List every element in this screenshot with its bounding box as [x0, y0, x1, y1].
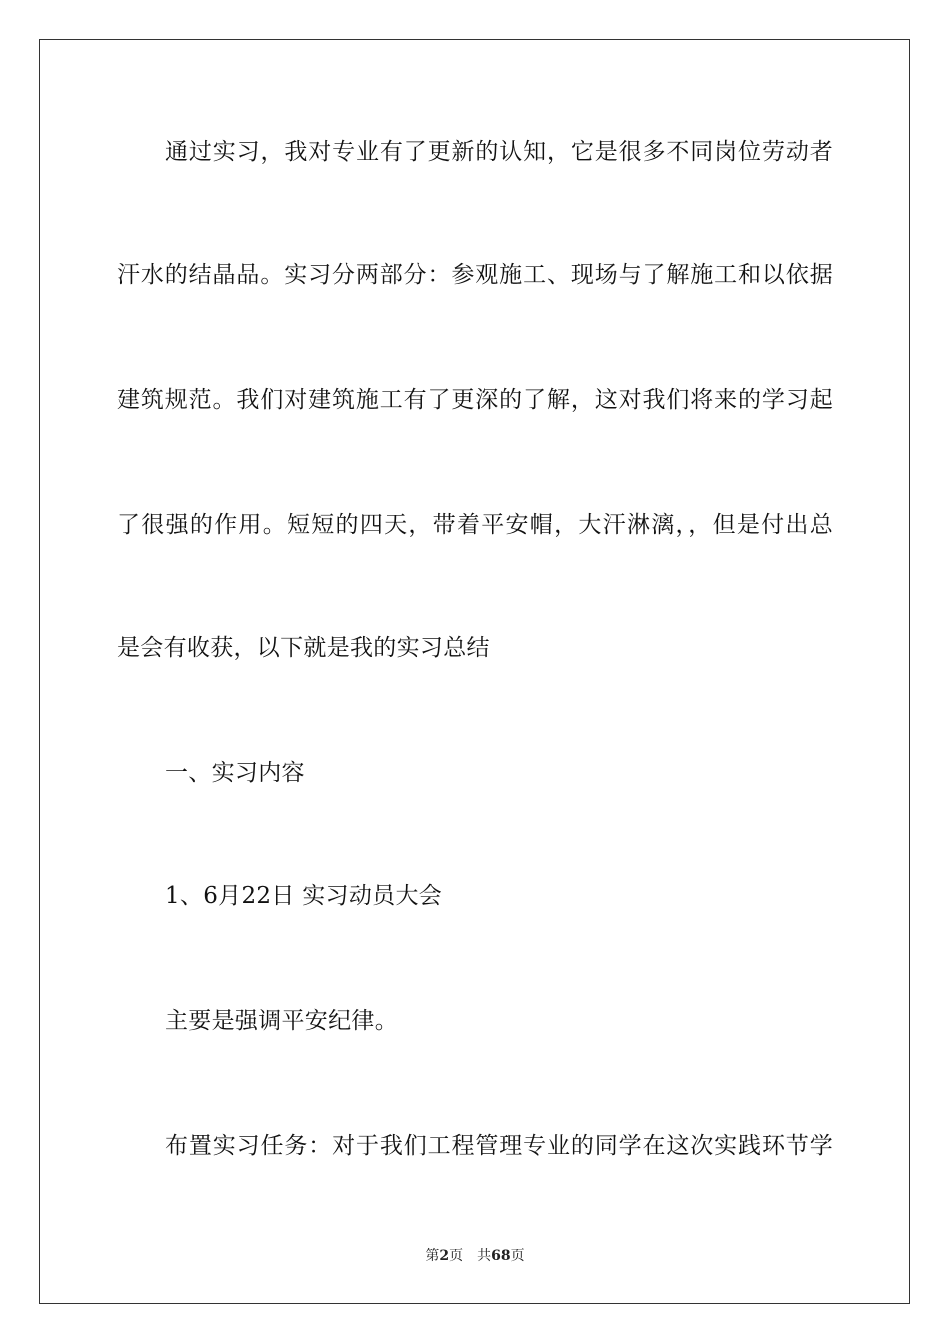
paragraph-line-1: 通过实习，我对专业有了更新的认知，它是很多不同岗位劳动者	[165, 139, 833, 165]
footer-total-prefix: 共	[477, 1248, 492, 1264]
footer-total-pages: 68	[491, 1248, 511, 1264]
list-item-date: 1、6月22日 实习动员大会	[165, 883, 443, 909]
section-heading: 一、实习内容	[165, 760, 305, 786]
footer-page-suffix: 页	[449, 1248, 464, 1264]
paragraph-line-8: 主要是强调平安纪律。	[165, 1008, 398, 1034]
paragraph-line-9: 布置实习任务：对于我们工程管理专业的同学在这次实践环节学	[165, 1133, 833, 1159]
page-border	[39, 39, 910, 1304]
paragraph-line-5: 是会有收获，以下就是我的实习总结	[117, 635, 490, 661]
footer-total-suffix: 页	[510, 1248, 525, 1264]
paragraph-line-3: 建筑规范。我们对建筑施工有了更深的了解，这对我们将来的学习起	[117, 387, 833, 413]
footer-page-number: 2	[439, 1248, 450, 1264]
paragraph-line-2: 汗水的结晶品。实习分两部分：参观施工、现场与了解施工和以依据	[117, 262, 833, 288]
paragraph-line-4: 了很强的作用。短短的四天，带着平安帽，大汗淋漓，，但是付出总	[117, 512, 833, 538]
footer-page-prefix: 第	[425, 1248, 440, 1264]
page-footer	[0, 1247, 950, 1265]
